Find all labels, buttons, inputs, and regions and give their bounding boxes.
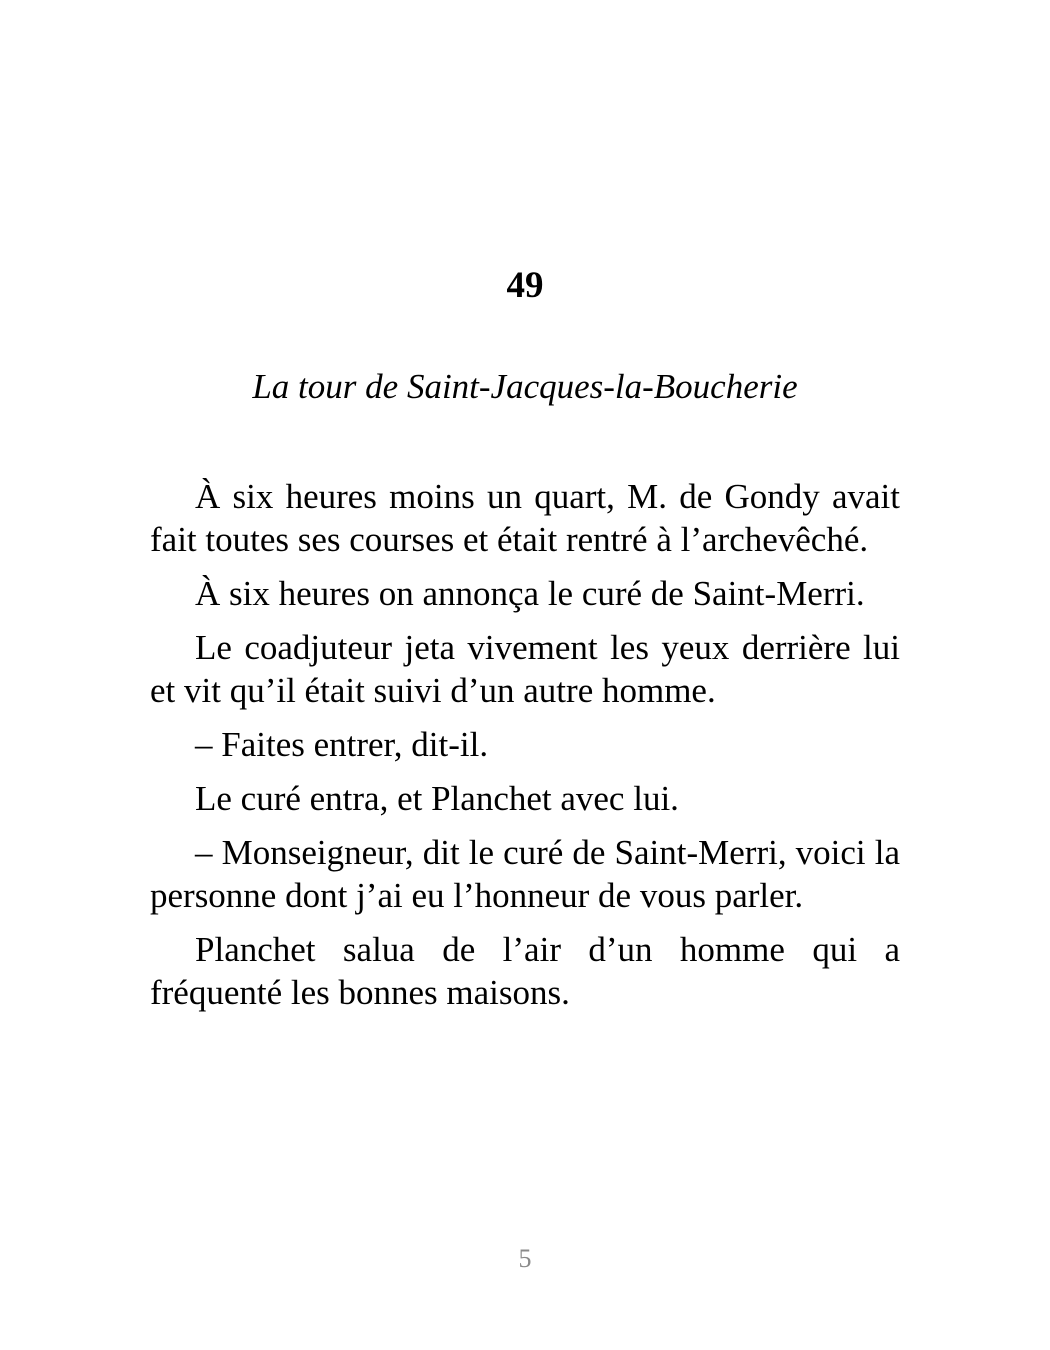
chapter-body (150, 475, 900, 1025)
page-number: 5 (518, 1244, 532, 1273)
chapter-number: 49 (506, 265, 544, 306)
paragraph: Le curé entra, et Planchet avec lui. (195, 779, 679, 818)
paragraph: – Faites entrer, dit-il. (195, 725, 489, 764)
paragraph: À six heures on annonça le curé de Saint-Merri. (195, 574, 865, 613)
paragraph: À six heures moins un quart, M. de Gondy avait fait toutes ses courses et était rentré à l’archevêché. (150, 477, 900, 559)
chapter-title: La tour de Saint-Jacques-la-Boucherie (252, 367, 798, 406)
paragraph: Planchet salua de l’air d’un homme qui a fréquenté les bonnes maisons. (150, 930, 900, 1012)
paragraph: Le coadjuteur jeta vivement les yeux derrière lui et vit qu’il était suivi d’un autre homme. (150, 628, 900, 710)
paragraph: – Monseigneur, dit le curé de Saint-Merri, voici la personne dont j’ai eu l’honneur de vous parler. (150, 833, 900, 915)
